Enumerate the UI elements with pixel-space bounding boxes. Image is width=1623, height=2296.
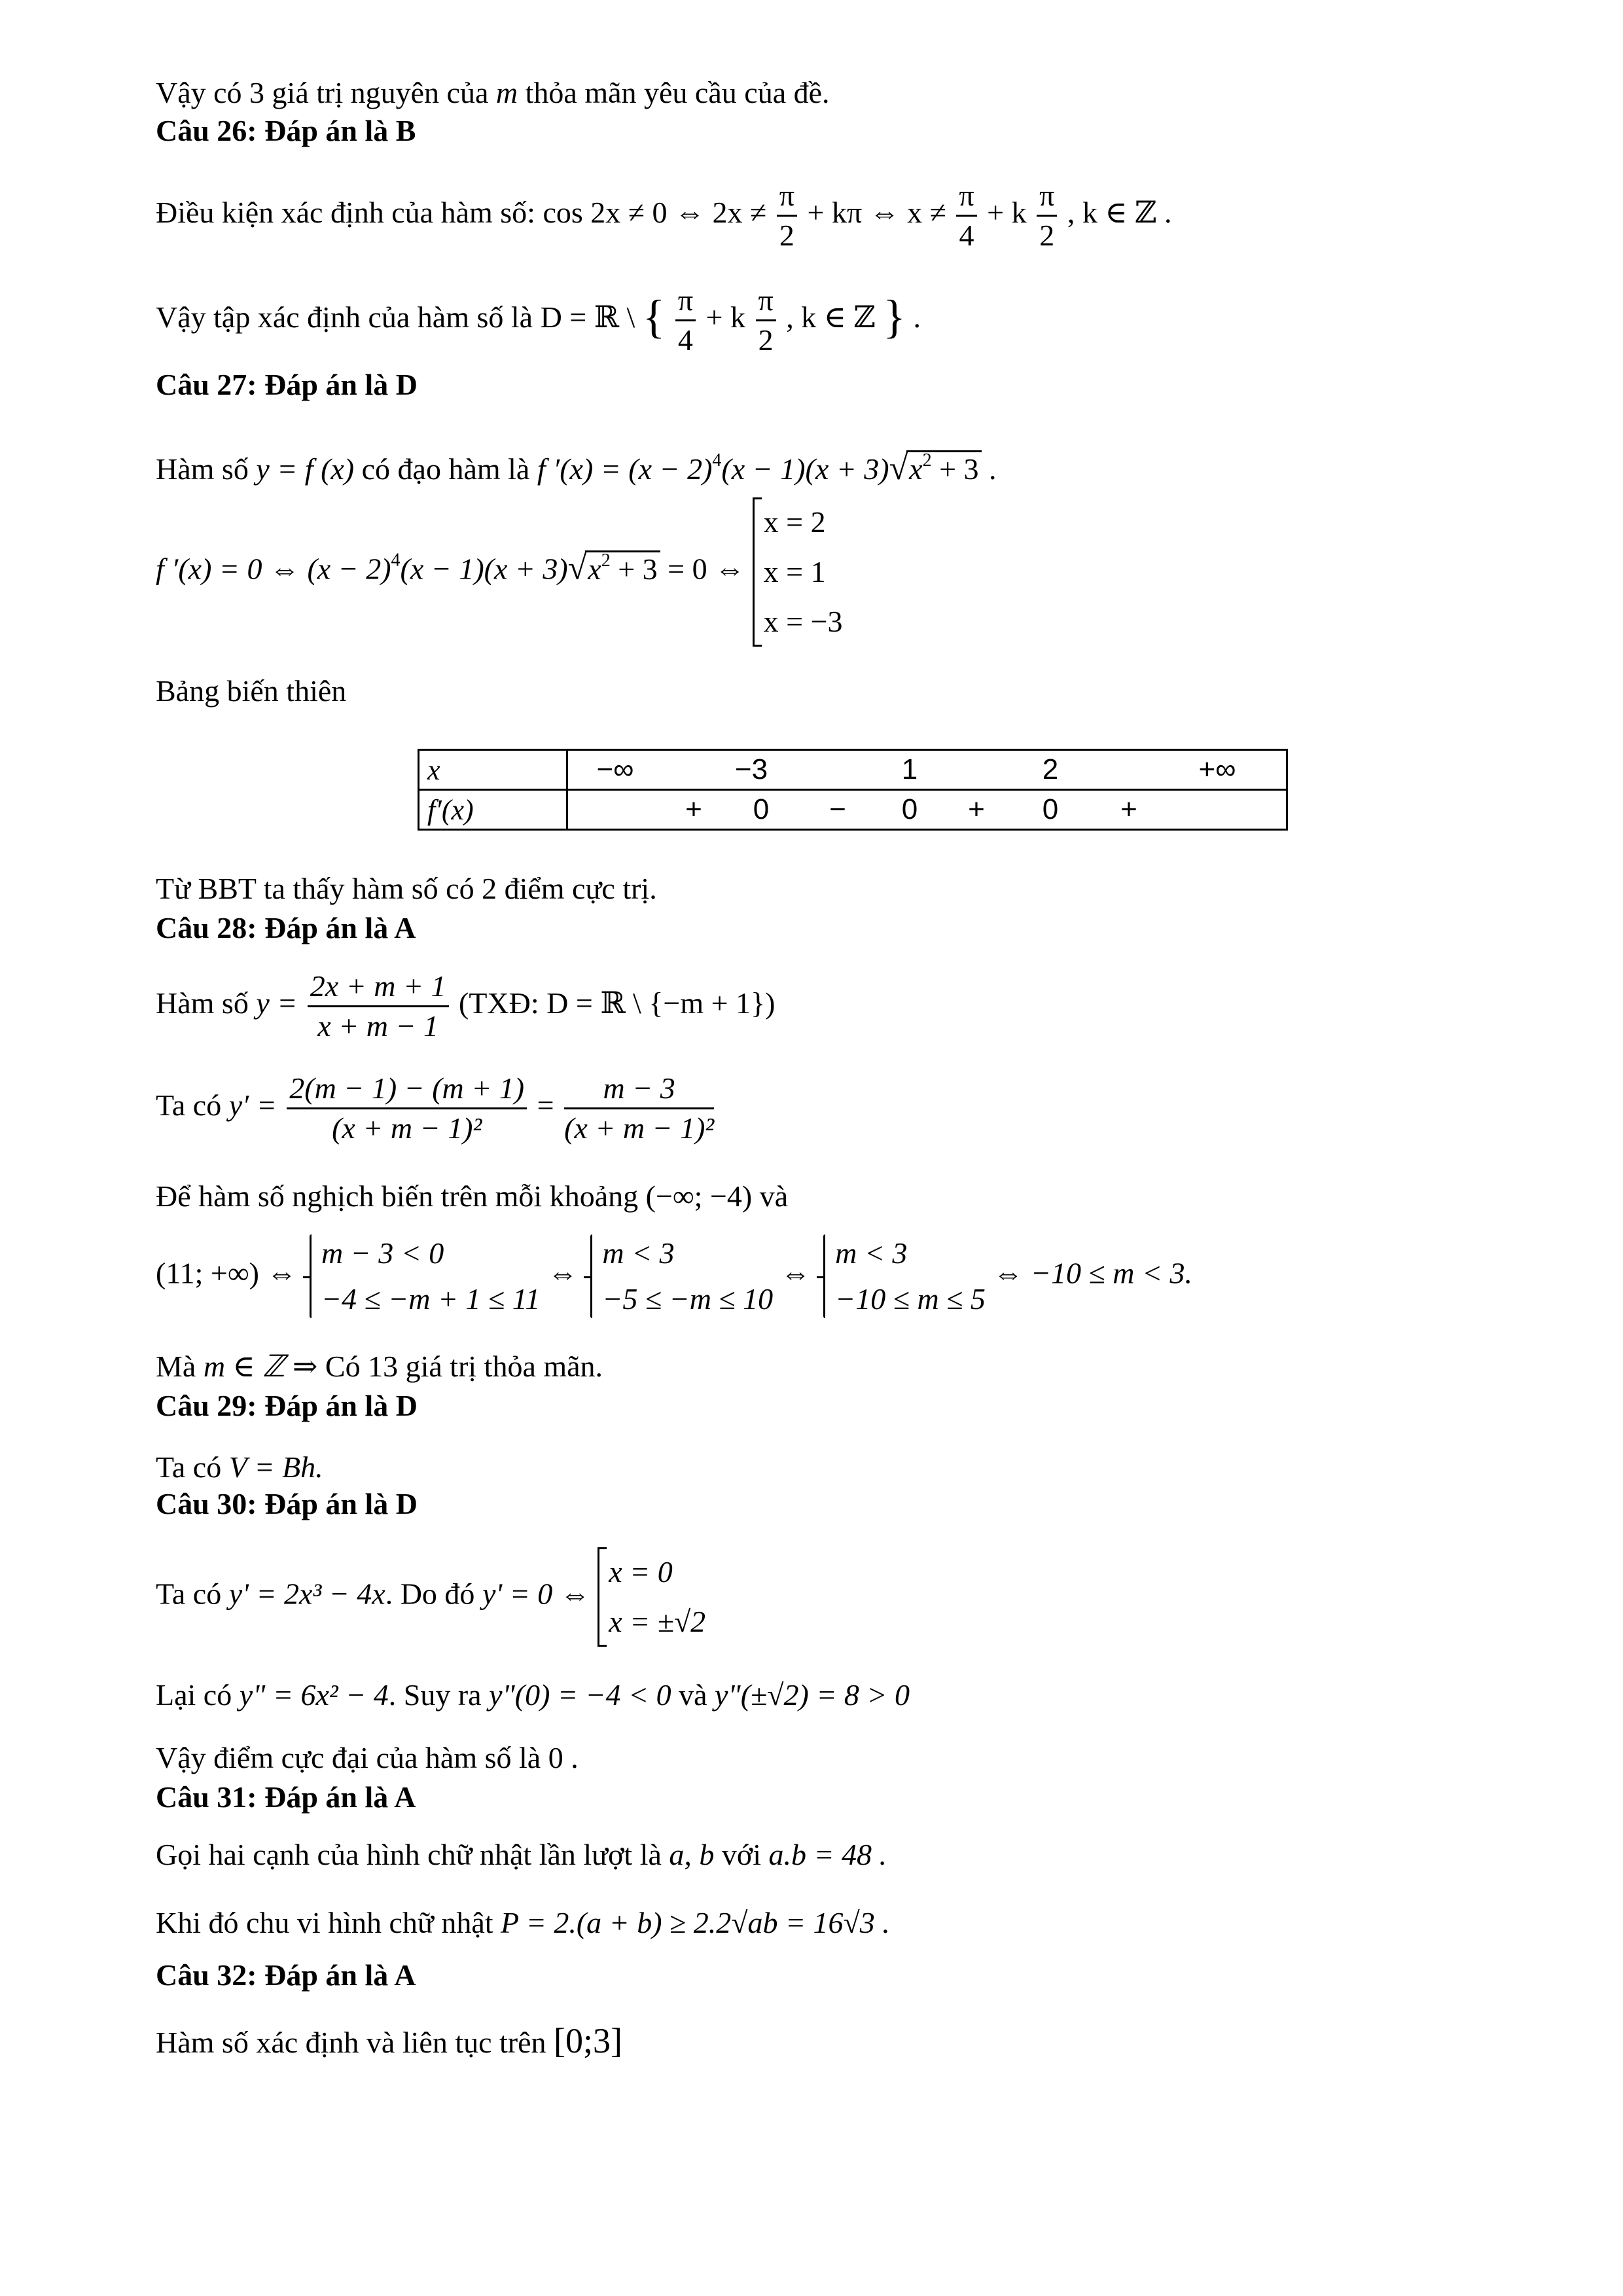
table-cells-fprime bbox=[567, 790, 1287, 830]
q30-text-b: . Do đó bbox=[385, 1577, 475, 1611]
q26-domain-b: + k bbox=[705, 300, 745, 334]
q30-roots bbox=[597, 1547, 705, 1647]
frac-den: (x + m − 1)² bbox=[332, 1111, 482, 1145]
q32-interval: [0;3] bbox=[554, 2021, 623, 2060]
table-cell: + bbox=[685, 793, 702, 825]
q30-math-a: y' = 2x³ − 4x bbox=[228, 1577, 385, 1611]
q28-derivative bbox=[156, 1069, 717, 1147]
q28-iff: ⇔ bbox=[266, 1256, 297, 1290]
q31-text-a: Gọi hai cạnh của hình chữ nhật lần lượt là bbox=[156, 1838, 662, 1871]
q26-condition-text: Điều kiện xác định của hàm số: bbox=[156, 196, 535, 230]
root-item: x = ±√2 bbox=[609, 1605, 706, 1638]
rad-var: x bbox=[909, 452, 923, 486]
q30-line1 bbox=[156, 1547, 705, 1647]
frac-den: 2 bbox=[779, 219, 794, 252]
q28-systems bbox=[156, 1230, 1192, 1322]
q26-domain-end: . bbox=[913, 300, 921, 334]
system-line: −4 ≤ −m + 1 ≤ 11 bbox=[321, 1282, 541, 1316]
q30-math-c: y" = 6x² − 4 bbox=[239, 1678, 389, 1712]
q29-text: Ta có bbox=[156, 1450, 222, 1484]
variation-table bbox=[418, 749, 1288, 831]
q28-condition bbox=[156, 1178, 788, 1215]
frac-den: 2 bbox=[758, 323, 774, 357]
q28-count-b: Có 13 giá trị thỏa mãn. bbox=[325, 1350, 603, 1383]
q26-domain bbox=[156, 281, 921, 359]
frac-num: 2(m − 1) − (m + 1) bbox=[287, 1069, 527, 1109]
q30-text-d: . Suy ra bbox=[388, 1678, 482, 1712]
q31-text-b: với bbox=[721, 1838, 762, 1871]
q28-count-math: m ∈ ℤ ⇒ bbox=[203, 1350, 318, 1383]
q26-domain-c: , k ∈ ℤ bbox=[786, 300, 876, 334]
frac-den: (x + m − 1)² bbox=[564, 1111, 715, 1145]
q32-text: Hàm số xác định và liên tục trên bbox=[156, 2026, 546, 2059]
q27-roots bbox=[753, 497, 843, 647]
rad-end: + 3 bbox=[939, 452, 979, 486]
q31-text-c: Khi đó chu vi hình chữ nhật bbox=[156, 1906, 493, 1939]
rad-var: x bbox=[588, 552, 601, 586]
q27-eq-b: (x − 1)(x + 3) bbox=[400, 552, 568, 586]
intro-line bbox=[156, 75, 830, 111]
frac-den: 4 bbox=[959, 219, 974, 252]
q30-line2 bbox=[156, 1677, 910, 1713]
q27-end: . bbox=[989, 452, 997, 486]
q28-system-1 bbox=[304, 1230, 540, 1322]
intro-text: Vậy có 3 giá trị nguyên của bbox=[156, 76, 489, 109]
table-cells-x bbox=[567, 750, 1287, 790]
q28-function bbox=[156, 967, 775, 1045]
q30-conclusion-a: Vậy điểm cực đại của hàm số là bbox=[156, 1741, 541, 1774]
table-cell: + bbox=[1120, 793, 1137, 825]
rad-exp: 2 bbox=[601, 550, 611, 571]
q26-math-d: , k ∈ ℤ . bbox=[1067, 196, 1172, 230]
rad-end: + 3 bbox=[618, 552, 658, 586]
system-line: −5 ≤ −m ≤ 10 bbox=[602, 1282, 774, 1316]
root-item: x = 2 bbox=[763, 505, 826, 539]
q27-heading: Câu 27: Đáp án là D bbox=[156, 368, 418, 401]
root-item: x = 1 bbox=[763, 555, 826, 588]
q26-left-brace: { bbox=[642, 291, 666, 344]
q30-math-b: y' = 0 ⇔ bbox=[482, 1577, 590, 1611]
frac-num: π bbox=[756, 281, 776, 321]
q31-math-a: a, b bbox=[669, 1838, 715, 1871]
q28-deriv-y: y′ = bbox=[228, 1088, 277, 1122]
intro-text-end: thỏa mãn yêu cầu của đề. bbox=[525, 76, 830, 109]
q27-eq-radicand bbox=[585, 550, 660, 586]
q32-heading: Câu 32: Đáp án là A bbox=[156, 1958, 416, 1992]
q28-iff: ⇔ bbox=[547, 1256, 578, 1290]
q27-conclusion: Từ BBT ta thấy hàm số có 2 điểm cực trị. bbox=[156, 872, 657, 905]
q26-frac-pi-4 bbox=[956, 177, 976, 255]
system-line: m − 3 < 0 bbox=[321, 1236, 444, 1270]
q27-eq-a: f ′(x) = 0 ⇔ (x − 2) bbox=[156, 552, 391, 586]
q27-text: Hàm số bbox=[156, 452, 249, 486]
frac-num: π bbox=[1037, 177, 1057, 217]
q26-math-a: cos 2x ≠ 0 ⇔ 2x ≠ bbox=[543, 196, 767, 230]
q26-frac-pi-2 bbox=[777, 177, 797, 255]
system-line: −10 ≤ m ≤ 5 bbox=[835, 1282, 986, 1316]
intro-variable: m bbox=[495, 76, 518, 109]
q28-count-a: Mà bbox=[156, 1350, 196, 1383]
q30-math-e: y"(±√2) = 8 > 0 bbox=[715, 1678, 910, 1712]
table-cell: 0 bbox=[901, 793, 918, 825]
q28-system-2 bbox=[585, 1230, 773, 1322]
q28-interval2: (11; +∞) bbox=[156, 1256, 259, 1290]
table-row bbox=[419, 790, 1287, 830]
q28-cond-text: Để hàm số nghịch biến trên mỗi khoảng bbox=[156, 1179, 639, 1213]
table-cell: −3 bbox=[734, 753, 768, 785]
q30-heading: Câu 30: Đáp án là D bbox=[156, 1487, 418, 1520]
q28-system-3 bbox=[818, 1230, 986, 1322]
table-cell: 0 bbox=[1042, 793, 1059, 825]
q28-deriv-frac-1 bbox=[287, 1069, 527, 1147]
q30-conclusion-b: 0 . bbox=[548, 1741, 579, 1774]
frac-num: m − 3 bbox=[564, 1069, 714, 1109]
root-item: x = 0 bbox=[609, 1555, 673, 1588]
table-cell: − bbox=[829, 793, 846, 825]
q26-math-c: + k bbox=[987, 196, 1027, 230]
table-head-fprime: f′(x) bbox=[419, 790, 567, 830]
q26-domain-a: D = ℝ \ bbox=[540, 300, 635, 334]
frac-den: 2 bbox=[1039, 219, 1055, 252]
q26-heading: Câu 26: Đáp án là B bbox=[156, 114, 416, 147]
q31-heading: Câu 31: Đáp án là A bbox=[156, 1780, 416, 1814]
q31-line2 bbox=[156, 1905, 890, 1941]
q30-text-e: và bbox=[679, 1678, 707, 1712]
table-head-x: x bbox=[419, 750, 567, 790]
q30-conclusion bbox=[156, 1740, 579, 1776]
frac-den: 4 bbox=[677, 323, 693, 357]
q27-radicand bbox=[906, 450, 981, 486]
q27-eq-exp: 4 bbox=[391, 550, 401, 571]
q27-bbt-label: Bảng biến thiên bbox=[156, 674, 347, 708]
table-cell: 0 bbox=[753, 793, 770, 825]
root-item: x = −3 bbox=[763, 605, 843, 638]
q28-deriv-frac-2 bbox=[564, 1069, 714, 1147]
q26-condition bbox=[156, 177, 1171, 255]
q28-deriv-text: Ta có bbox=[156, 1088, 222, 1122]
q28-and: và bbox=[759, 1179, 789, 1213]
q28-domain: (TXĐ: D = ℝ \ {−m + 1}) bbox=[459, 986, 776, 1020]
q26-math-b: + kπ ⇔ x ≠ bbox=[807, 196, 946, 230]
q28-count bbox=[156, 1348, 603, 1385]
table-cell: 2 bbox=[1042, 753, 1059, 785]
table-cell: +∞ bbox=[1198, 753, 1236, 785]
system-line: m < 3 bbox=[602, 1236, 675, 1270]
frac-den: x + m − 1 bbox=[317, 1009, 439, 1043]
q27-equation bbox=[156, 497, 843, 647]
sqrt-icon: √ bbox=[567, 549, 587, 587]
frac-num: π bbox=[777, 177, 797, 217]
q27-deriv-a: f ′(x) = (x − 2) bbox=[537, 452, 713, 486]
q27-text2: có đạo hàm là bbox=[361, 452, 530, 486]
system-line: m < 3 bbox=[835, 1236, 908, 1270]
q26-domain-frac-1 bbox=[675, 281, 696, 359]
q30-text-a: Ta có bbox=[156, 1577, 222, 1611]
sqrt-icon: √ bbox=[889, 450, 908, 487]
q26-right-brace: } bbox=[883, 291, 906, 344]
table-cell: + bbox=[968, 793, 985, 825]
q31-math-b: a.b = 48 . bbox=[768, 1838, 887, 1871]
table-cell: 1 bbox=[901, 753, 918, 785]
q28-eq: = bbox=[537, 1088, 554, 1122]
frac-num: 2x + m + 1 bbox=[308, 967, 449, 1007]
rad-exp: 2 bbox=[922, 450, 932, 471]
q32-line bbox=[156, 2022, 622, 2061]
q27-deriv-b: (x − 1)(x + 3) bbox=[721, 452, 889, 486]
q27-exp: 4 bbox=[712, 450, 722, 471]
q30-math-d: y"(0) = −4 < 0 bbox=[489, 1678, 671, 1712]
q28-text: Hàm số bbox=[156, 986, 249, 1020]
q27-eq-c: = 0 ⇔ bbox=[668, 552, 745, 586]
q28-fn-frac bbox=[308, 967, 449, 1045]
table-cell: −∞ bbox=[596, 753, 634, 785]
q28-heading: Câu 28: Đáp án là A bbox=[156, 911, 416, 944]
q29-heading: Câu 29: Đáp án là D bbox=[156, 1389, 418, 1422]
q28-interval: (−∞; −4) bbox=[645, 1179, 753, 1213]
q29-math: V = Bh. bbox=[228, 1450, 323, 1484]
q31-line1 bbox=[156, 1837, 887, 1873]
table-row bbox=[419, 750, 1287, 790]
q29-line bbox=[156, 1449, 323, 1486]
q26-domain-text: Vậy tập xác định của hàm số là bbox=[156, 300, 533, 334]
q28-y: y = bbox=[256, 986, 298, 1020]
q26-frac-pi-2b bbox=[1037, 177, 1057, 255]
q28-result: ⇔ −10 ≤ m < 3. bbox=[993, 1256, 1192, 1290]
frac-num: π bbox=[956, 177, 976, 217]
q31-math-c: P = 2.(a + b) ≥ 2.2√ab = 16√3 . bbox=[501, 1906, 890, 1939]
q27-derivative-line bbox=[156, 442, 997, 488]
q28-iff: ⇔ bbox=[780, 1256, 811, 1290]
frac-num: π bbox=[675, 281, 696, 321]
q27-fn: y = f (x) bbox=[256, 452, 355, 486]
q30-text-c: Lại có bbox=[156, 1678, 232, 1712]
q26-domain-frac-2 bbox=[756, 281, 776, 359]
